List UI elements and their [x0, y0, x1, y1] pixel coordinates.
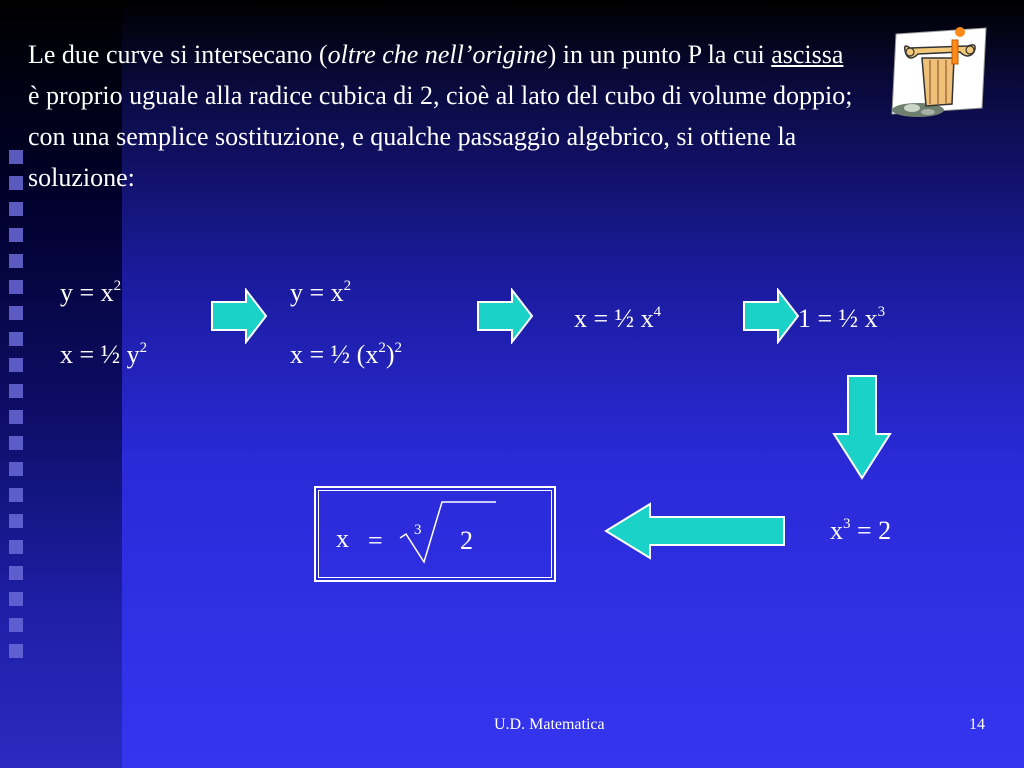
eq7-exponent: 3 [843, 516, 851, 532]
eq5-exponent: 4 [653, 304, 662, 320]
deco-dot [9, 514, 23, 528]
block-arrow-right-icon [742, 288, 800, 344]
block-arrow-right-icon [210, 288, 268, 344]
intro-paragraph [28, 34, 858, 198]
paragraph-text-1: Le due curve si intersecano ( [28, 40, 328, 69]
equation-x-equals-half-y-squared [60, 340, 147, 370]
eq2-exponent: 2 [139, 340, 148, 356]
footer-title: U.D. Matematica [494, 716, 605, 733]
deco-dot [9, 410, 23, 424]
deco-dot [9, 436, 23, 450]
deco-dot [9, 150, 23, 164]
eq7-base: x [830, 516, 843, 545]
eq2-base: x = ½ y [60, 340, 140, 369]
deco-dot [9, 306, 23, 320]
block-arrow-right-icon [476, 288, 534, 344]
answer-box [314, 486, 556, 582]
deco-dot [9, 592, 23, 606]
eq4-exponent-1: 2 [378, 340, 386, 356]
eq1-exponent: 2 [113, 278, 122, 294]
eq7-rest: = 2 [850, 516, 892, 545]
answer-variable: x [336, 524, 349, 553]
ionic-column-info-icon [888, 24, 992, 128]
paragraph-italic: oltre che nell’origine [327, 40, 548, 69]
answer-equals: = [368, 526, 383, 555]
paragraph-text-3: è proprio uguale alla radice cubica di 2, cioè al lato del cubo di volume doppio; con una semplice sostituzione, e qualche passaggio algebrico, si ottiene la soluzione: [28, 81, 853, 192]
eq4-close-paren: ) [385, 340, 395, 369]
eq3-base: y = x [290, 278, 344, 307]
eq4-base: x = ½ (x [290, 340, 379, 369]
paragraph-underlined: ascissa [771, 40, 844, 69]
deco-dot [9, 488, 23, 502]
equation-one-equals-half-x-cubed [798, 304, 885, 334]
eq4-exponent-2: 2 [394, 340, 402, 356]
deco-dot [9, 332, 23, 346]
deco-dot [9, 280, 23, 294]
dot-column [9, 150, 25, 670]
deco-dot [9, 254, 23, 268]
deco-dot [9, 228, 23, 242]
root-index: 3 [414, 522, 422, 538]
deco-dot [9, 176, 23, 190]
eq1-base: y = x [60, 278, 114, 307]
equation-x-equals-half-x-fourth [574, 304, 661, 334]
deco-dot [9, 566, 23, 580]
deco-dot [9, 358, 23, 372]
equation-x-equals-half-x-squared-squared [290, 340, 402, 370]
deco-dot [9, 540, 23, 554]
eq5-base: x = ½ x [574, 304, 654, 333]
eq6-base: 1 = ½ x [798, 304, 878, 333]
radical-sign-icon [398, 500, 498, 564]
deco-dot [9, 202, 23, 216]
equation-x-cubed-equals-two [830, 516, 891, 546]
block-arrow-left-icon [604, 502, 786, 560]
page-number: 14 [969, 716, 985, 733]
equation-y-equals-x-squared-1 [60, 278, 121, 308]
equation-y-equals-x-squared-2 [290, 278, 351, 308]
deco-dot [9, 618, 23, 632]
eq6-exponent: 3 [877, 304, 886, 320]
deco-dot [9, 384, 23, 398]
deco-dot [9, 644, 23, 658]
deco-dot [9, 462, 23, 476]
paragraph-text-2: ) in un punto P la cui [547, 40, 772, 69]
radicand: 2 [460, 526, 473, 555]
block-arrow-down-icon [832, 374, 892, 480]
eq3-exponent: 2 [343, 278, 352, 294]
